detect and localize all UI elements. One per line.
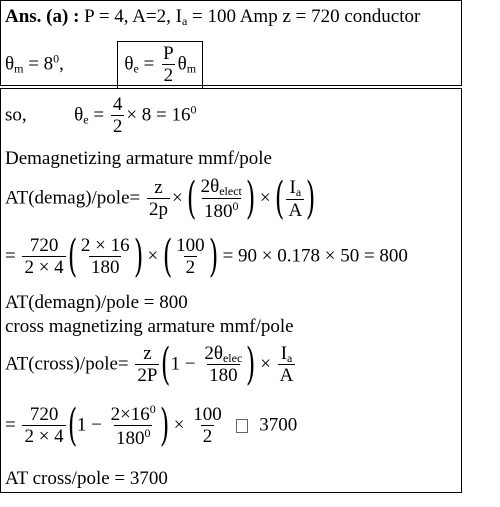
demag-substitution: = $\frac{720}{2 \times 4}$ ( $\frac{2 \times 16}{180}$ ) × ( $\frac{100}{2}$ ) = 90 × 0.178 × 50 = 800 xyxy=(5,231,408,282)
given-values: P = 4, A=2, I xyxy=(84,6,182,27)
at-cross-formula: AT(cross)/pole= $\frac{z}{2P}$ (1 − $\frac{2\theta_{elec}}{180}$ ) × $\frac{I_a}{A}$ xyxy=(5,339,294,390)
approx-symbol-placeholder xyxy=(236,419,248,433)
solution-box xyxy=(0,88,462,493)
given-line: Ans. (a) : P = 4, A=2, $I_a = 100$ Amp z = 720 conductor xyxy=(5,6,421,28)
demag-result: = 90 × 0.178 × 50 = 800 xyxy=(222,245,408,267)
cross-substitution: = $\frac{720}{2 \times 4}$ (1 − $\frac{2\times 16^0}{180^0}$ ) × $\frac{100}{2}$ 3700 xyxy=(5,399,298,451)
four-over-two-fraction: $\frac{4}{2}$ xyxy=(112,94,123,137)
at-demagn-result: AT(demagn)/pole = 800 xyxy=(5,292,188,313)
cross-title: cross magnetizing armature mmf/pole xyxy=(5,316,294,337)
current-and-conductors: = 100 Amp z = 720 conductor xyxy=(192,6,421,27)
demag-title: Demagnetizing armature mmf/pole xyxy=(5,148,272,169)
theta-line: $\theta_m = 8^0$, $\theta_e$ = $\frac{P}{2}$ $\theta_m$ xyxy=(5,41,203,89)
theta-e-formula-box: $\theta_e$ = $\frac{P}{2}$ $\theta_m$ xyxy=(117,41,203,89)
cross-result: 3700 xyxy=(259,414,298,436)
answer-label: Ans. (a) : xyxy=(5,6,80,27)
at-demag-formula: AT(demag)/pole= $\frac{z}{2p}$ × ( $\frac{2\theta_{elect}}{180^0}$ ) × ( $\frac{I_a}{A}$ ) xyxy=(5,173,316,225)
at-cross-result: AT cross/pole = 3700 xyxy=(5,468,168,489)
theta-e-calc-line: so, $\theta_e$ = $\frac{4}{2}$ × $8 = 16^0$ xyxy=(5,94,197,137)
theta-m-value: = 8 xyxy=(28,53,54,75)
p-over-2-fraction: $\frac{P}{2}$ xyxy=(163,43,174,86)
given-box xyxy=(0,0,462,86)
